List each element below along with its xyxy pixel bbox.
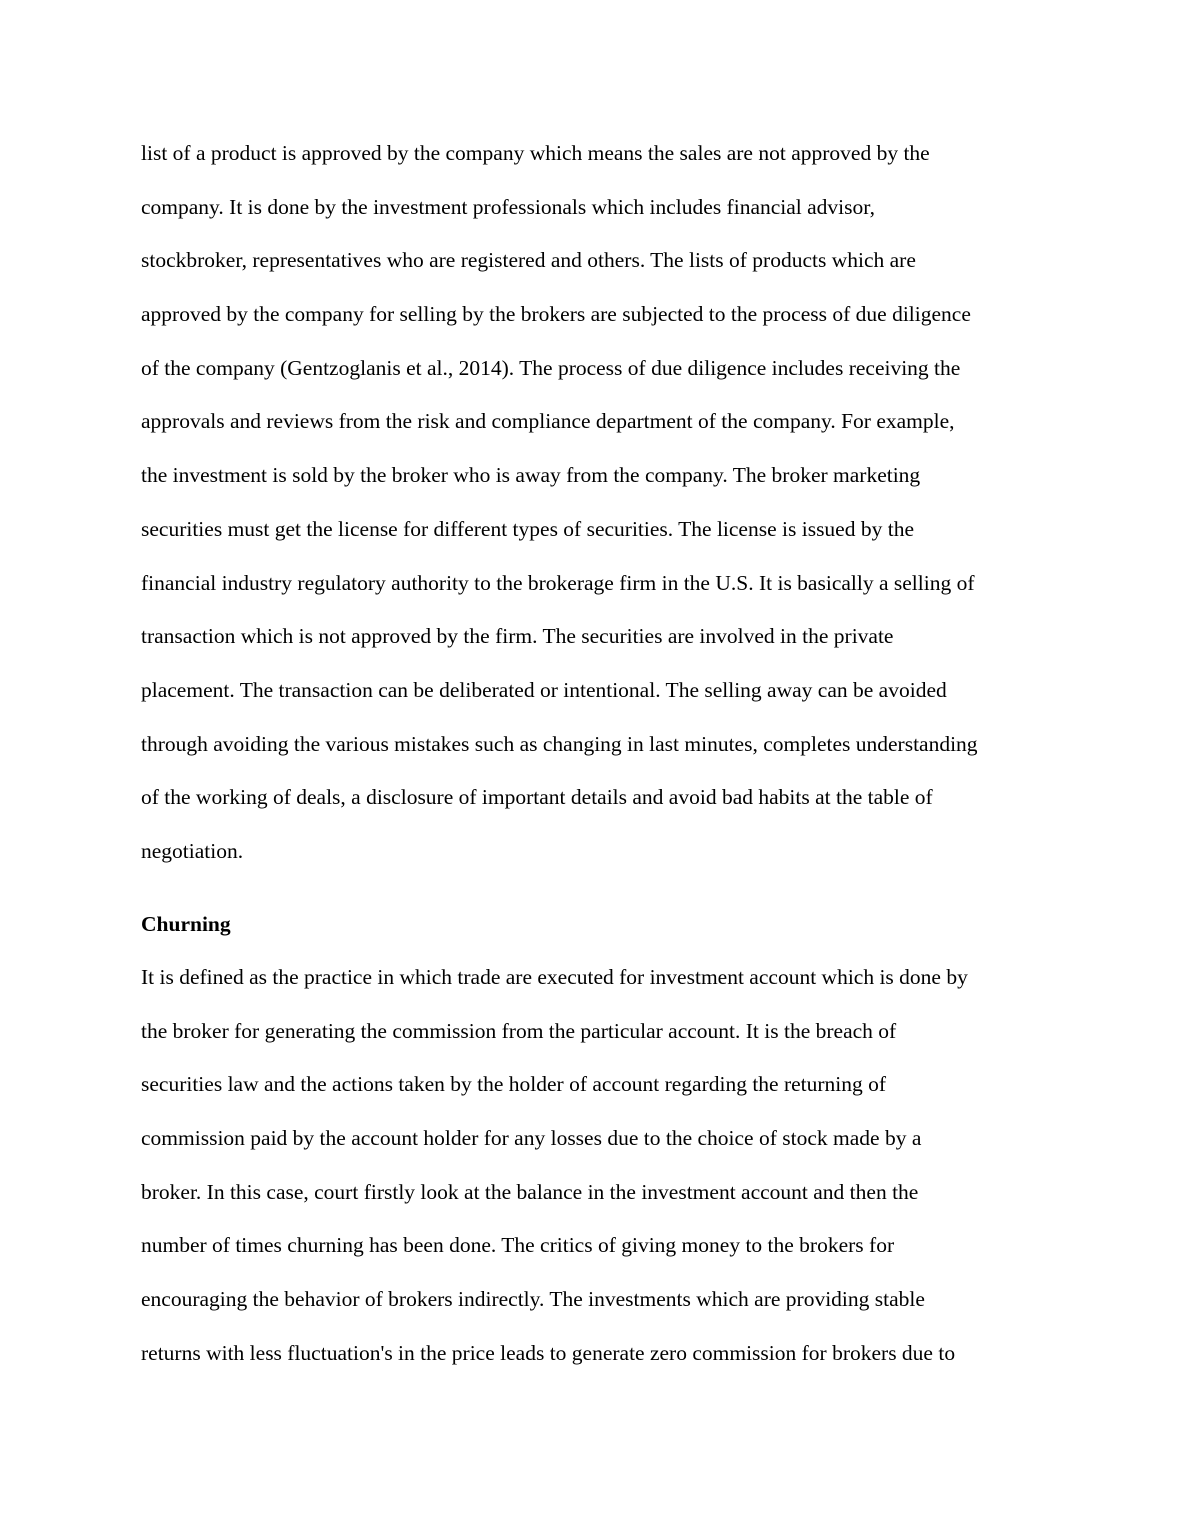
text-line: It is defined as the practice in which trade are executed for investment account which is done by: [141, 965, 968, 989]
text-line: of the working of deals, a disclosure of important details and avoid bad habits at the table of: [141, 785, 933, 810]
text-line: of the company (Gentzoglanis et al., 2014). The process of due diligence includes receiving the: [141, 355, 961, 380]
text-line: placement. The transaction can be deliberated or intentional. The selling away can be avoided: [141, 677, 947, 702]
body-paragraph: [141, 127, 1071, 879]
text-line: transaction which is not approved by the firm. The securities are involved in the private: [141, 624, 894, 649]
text-line: the investment is sold by the broker who is away from the company. The broker marketing: [141, 463, 921, 488]
text-line: through avoiding the various mistakes such as changing in last minutes, completes understanding: [141, 731, 978, 756]
text-line: stockbroker, representatives who are registered and others. The lists of products which are: [141, 248, 916, 273]
text-line: commission paid by the account holder for any losses due to the choice of stock made by a: [141, 1126, 922, 1151]
text-line: securities law and the actions taken by the holder of account regarding the returning of: [141, 1072, 887, 1097]
section-heading-churning: Churning: [141, 912, 231, 936]
body-paragraph: [141, 951, 1071, 1381]
text-line: list of a product is approved by the company which means the sales are not approved by the: [141, 141, 930, 165]
text-line: broker. In this case, court firstly look at the balance in the investment account and then the: [141, 1179, 919, 1204]
text-line: company. It is done by the investment professionals which includes financial advisor,: [141, 194, 875, 219]
text-line: encouraging the behavior of brokers indirectly. The investments which are providing stable: [141, 1287, 925, 1312]
text-line: the broker for generating the commission from the particular account. It is the breach of: [141, 1018, 897, 1043]
text-line: number of times churning has been done. The critics of giving money to the brokers for: [141, 1233, 895, 1258]
text-line: approved by the company for selling by the brokers are subjected to the process of due diligence: [141, 302, 971, 327]
text-line: approvals and reviews from the risk and compliance department of the company. For example,: [141, 409, 955, 434]
text-line: negotiation.: [141, 838, 244, 863]
text-line: financial industry regulatory authority to the brokerage firm in the U.S. It is basically a selling of: [141, 570, 975, 595]
text-line: returns with less fluctuation's in the price leads to generate zero commission for brokers due to: [141, 1340, 956, 1365]
text-line: securities must get the license for different types of securities. The license is issued by the: [141, 516, 914, 541]
